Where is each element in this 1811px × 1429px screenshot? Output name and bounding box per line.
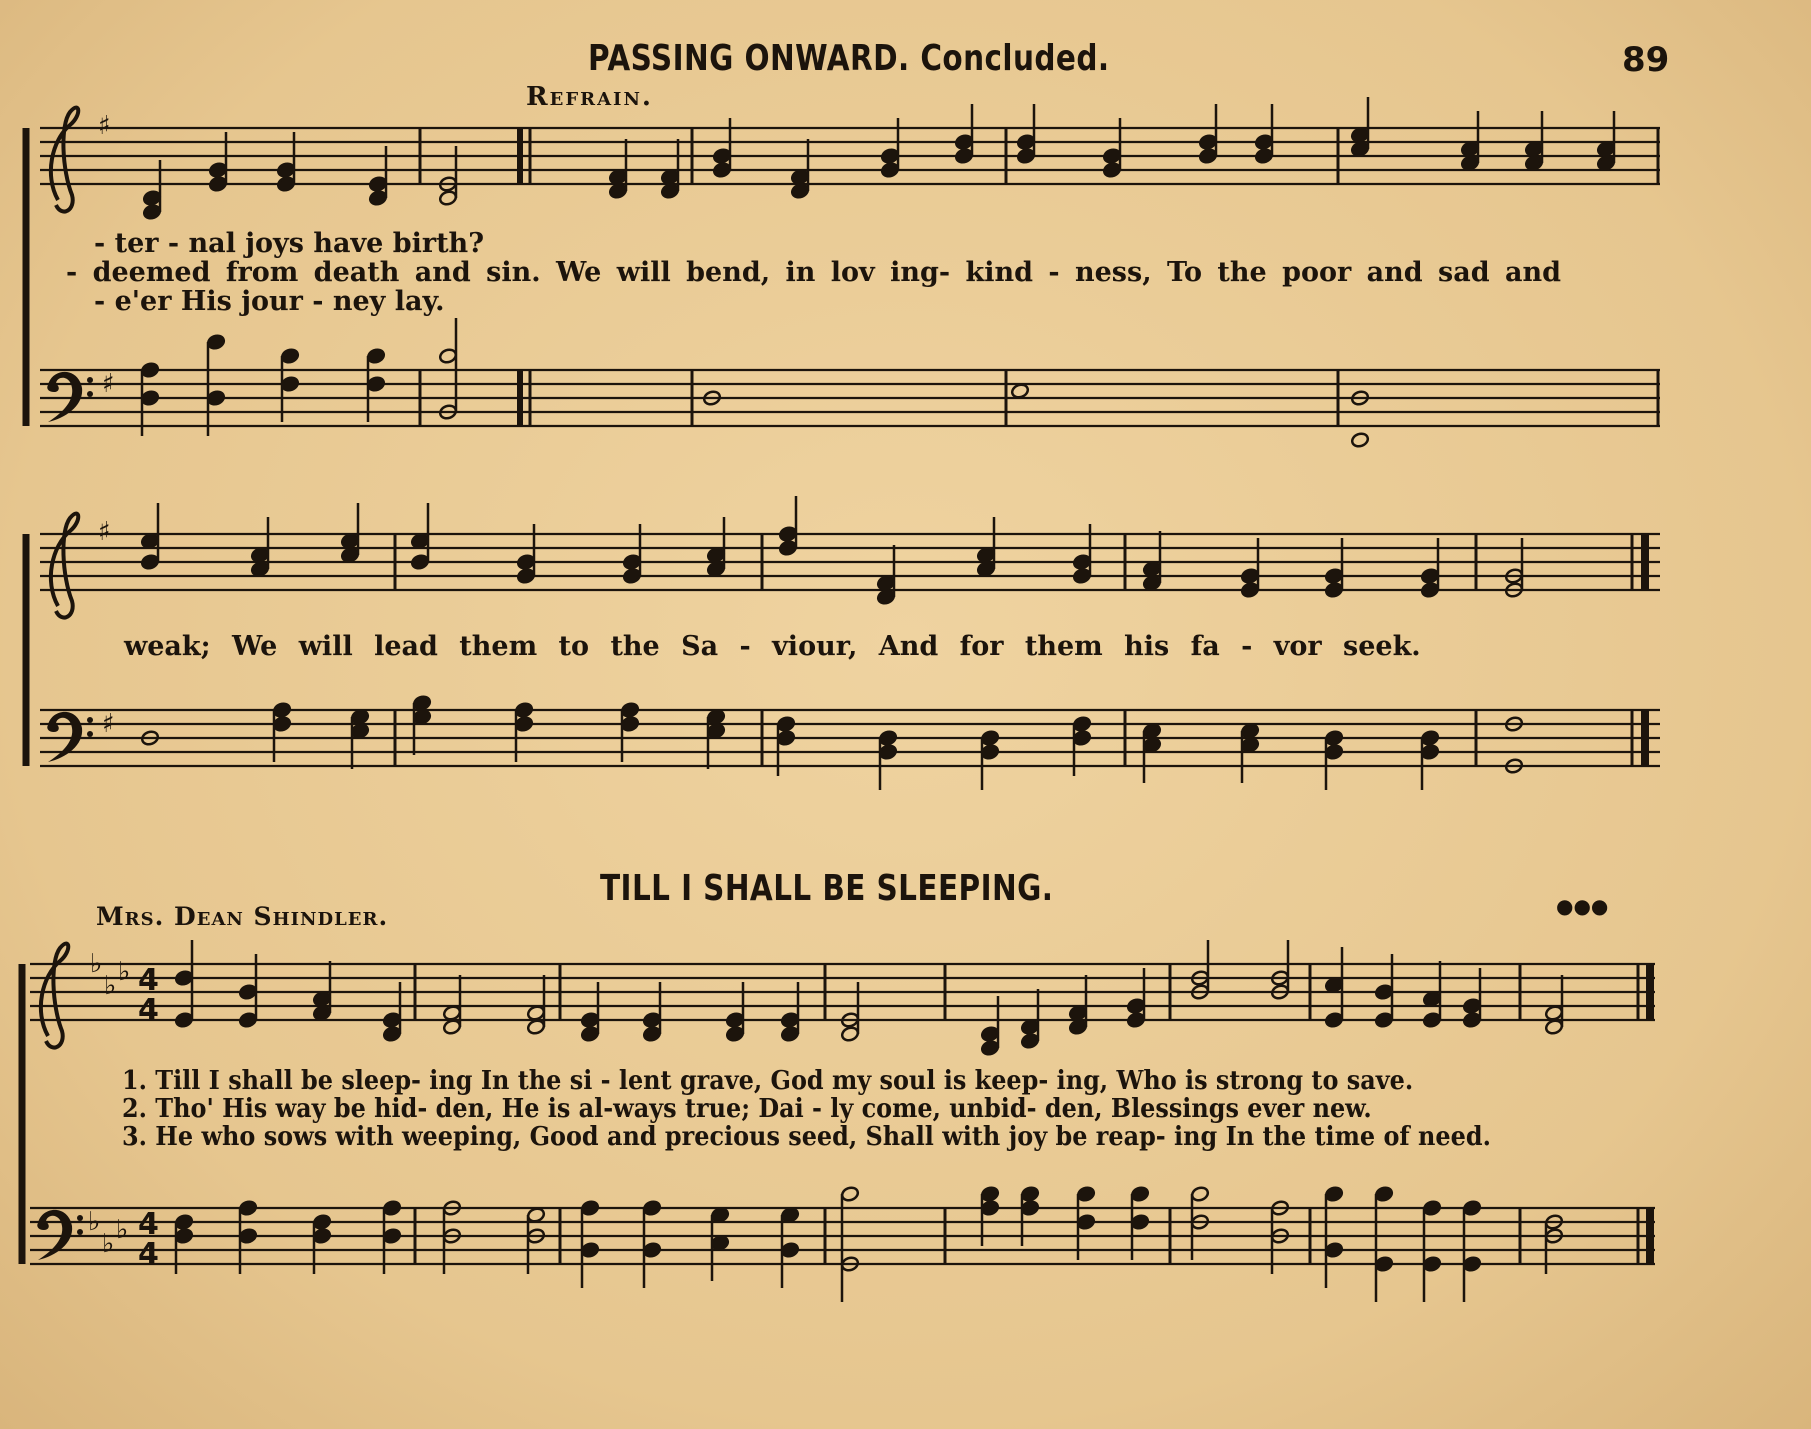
note-head (1198, 148, 1217, 165)
note-head (206, 390, 225, 407)
verse-1: 1. Till I shall be sleep- ing In the si - lent grave, God my soul is keep- ing, Who is strong to save. (122, 1066, 1414, 1096)
note-head (706, 561, 725, 578)
note-head (1324, 977, 1343, 994)
note-head (174, 970, 193, 987)
note-head (238, 984, 257, 1001)
note-head (340, 547, 359, 564)
note-head (140, 554, 159, 571)
note-head (206, 334, 225, 351)
system-brackets (22, 128, 26, 1264)
note-head (642, 1026, 661, 1043)
note-head (1324, 1186, 1343, 1203)
note-head (238, 1012, 257, 1029)
note-head (1324, 1012, 1343, 1029)
note-head (880, 148, 899, 165)
note-head (1142, 723, 1161, 740)
note-head (140, 390, 159, 407)
note-head (608, 169, 627, 186)
note-head (1072, 716, 1091, 733)
svg-text:4: 4 (138, 963, 159, 998)
bass-clef-icon (37, 372, 93, 1260)
note-head (1544, 1019, 1563, 1036)
note-head (1102, 162, 1121, 179)
note-head (1254, 148, 1273, 165)
note-head (312, 1005, 331, 1022)
note-head (580, 1026, 599, 1043)
note-head (208, 176, 227, 193)
svg-text:♭: ♭ (102, 1229, 115, 1259)
note-head (980, 744, 999, 761)
note-head (1422, 1012, 1441, 1029)
note-head (1324, 582, 1343, 599)
note-head (706, 709, 725, 726)
note-head (780, 1012, 799, 1029)
note-head (514, 716, 533, 733)
note-head (642, 1200, 661, 1217)
note-head (516, 554, 535, 571)
note-head (1016, 148, 1035, 165)
note-head (1462, 1200, 1481, 1217)
note-head (1350, 432, 1369, 449)
note-head (1020, 1019, 1039, 1036)
note-head (142, 190, 161, 207)
note-head (1420, 744, 1439, 761)
note-head (1460, 141, 1479, 158)
note-head (776, 716, 795, 733)
svg-text:♭: ♭ (118, 957, 131, 987)
note-head (1374, 1012, 1393, 1029)
note-head (1130, 1214, 1149, 1231)
note-head (1596, 155, 1615, 172)
note-head (1420, 730, 1439, 747)
note-head (1420, 582, 1439, 599)
note-head (1142, 561, 1161, 578)
note-head (350, 723, 369, 740)
svg-text:♯: ♯ (102, 369, 115, 399)
svg-text:♭: ♭ (88, 1207, 101, 1237)
note-head (790, 169, 809, 186)
ornament-dots: ●●● (1556, 894, 1609, 918)
note-head (1240, 723, 1259, 740)
hymn-title-till-i-shall-be-sleeping: TILL I SHALL BE SLEEPING. (600, 868, 1054, 909)
note-head (272, 702, 291, 719)
note-head (1072, 568, 1091, 585)
hymn-title-passing-onward: PASSING ONWARD. Concluded. (588, 38, 1110, 79)
note-head (382, 1200, 401, 1217)
svg-text:♯: ♯ (102, 709, 115, 739)
svg-text:♭: ♭ (116, 1215, 129, 1245)
verse-3: 3. He who sows with weeping, Good and precious seed, Shall with joy be reap- ing In the time of need. (122, 1122, 1491, 1152)
note-head (312, 1214, 331, 1231)
note-head (526, 1207, 545, 1224)
note-head (1072, 554, 1091, 571)
svg-text:4: 4 (138, 993, 159, 1028)
system3-treble-staff (30, 964, 1655, 1020)
note-head (1072, 730, 1091, 747)
note-head (368, 190, 387, 207)
note-head (1350, 141, 1369, 158)
note-head (412, 695, 431, 712)
note-head (280, 376, 299, 393)
note-head (1020, 1200, 1039, 1217)
page-number: 89 (1622, 40, 1670, 80)
note-head (1374, 984, 1393, 1001)
note-head (1190, 1186, 1209, 1203)
note-head (276, 162, 295, 179)
note-head (712, 148, 731, 165)
lyrics-line-3: - e'er His jour - ney lay. (94, 286, 445, 317)
note-head (526, 1005, 545, 1022)
note-head (412, 709, 431, 726)
note-head (1198, 134, 1217, 151)
note-head (660, 183, 679, 200)
note-head (1324, 568, 1343, 585)
note-head (1240, 737, 1259, 754)
note-head (1462, 1256, 1481, 1273)
note-head (1010, 383, 1029, 400)
note-head (1596, 141, 1615, 158)
note-head (954, 148, 973, 165)
note-head (1068, 1005, 1087, 1022)
note-head (620, 716, 639, 733)
note-head (250, 547, 269, 564)
note-head (382, 1012, 401, 1029)
note-head (368, 176, 387, 193)
note-head (1324, 744, 1343, 761)
note-head (1324, 730, 1343, 747)
note-head (1462, 1012, 1481, 1029)
note-head (1142, 737, 1161, 754)
note-head (438, 348, 457, 365)
note-head (876, 589, 895, 606)
note-head (580, 1242, 599, 1259)
note-head (410, 554, 429, 571)
note-head (710, 1207, 729, 1224)
note-head (140, 533, 159, 550)
note-head (876, 575, 895, 592)
note-head (780, 1207, 799, 1224)
note-head (1240, 568, 1259, 585)
note-head (954, 134, 973, 151)
note-head (980, 730, 999, 747)
note-head (1422, 1200, 1441, 1217)
note-head (1374, 1186, 1393, 1203)
note-head (710, 1235, 729, 1252)
note-head (516, 568, 535, 585)
note-head (1462, 998, 1481, 1015)
note-head (1076, 1214, 1095, 1231)
note-head (980, 1200, 999, 1217)
note-head (608, 183, 627, 200)
lyrics-line-2: - deemed from death and sin. We will bend, in lov ing- kind - ness, To the poor and sad and (66, 257, 1561, 288)
note-head (350, 709, 369, 726)
note-head (208, 162, 227, 179)
note-head (1544, 1005, 1563, 1022)
note-head (250, 561, 269, 578)
note-head (1126, 1012, 1145, 1029)
svg-text:4: 4 (138, 1207, 159, 1242)
note-head (142, 204, 161, 221)
note-head (382, 1026, 401, 1043)
note-head (790, 183, 809, 200)
note-head (976, 547, 995, 564)
note-head (438, 190, 457, 207)
note-head (780, 1026, 799, 1043)
note-head (1102, 148, 1121, 165)
system2-treble-staff (40, 534, 1660, 590)
note-head (580, 1200, 599, 1217)
note-head (976, 561, 995, 578)
note-head (780, 1242, 799, 1259)
note-head (725, 1012, 744, 1029)
note-head (1350, 127, 1369, 144)
note-head (840, 1186, 859, 1203)
note-head (442, 1005, 461, 1022)
note-head (580, 1012, 599, 1029)
note-head (174, 1214, 193, 1231)
note-head (840, 1026, 859, 1043)
note-head (340, 533, 359, 550)
lyrics-line-1: - ter - nal joys have birth? (94, 228, 485, 259)
svg-text:♭: ♭ (90, 949, 103, 979)
note-head (312, 1228, 331, 1245)
verse-2: 2. Tho' His way be hid- den, He is al-ways true; Dai - ly come, unbid- den, Blessings ever new. (122, 1094, 1372, 1124)
note-head (1076, 1186, 1095, 1203)
note-head (1422, 991, 1441, 1008)
note-head (778, 540, 797, 557)
note-head (1020, 1033, 1039, 1050)
note-head (272, 716, 291, 733)
note-head (238, 1228, 257, 1245)
svg-text:♯: ♯ (98, 517, 111, 547)
note-head (1016, 134, 1035, 151)
note-head (174, 1228, 193, 1245)
note-head (776, 730, 795, 747)
note-head (140, 362, 159, 379)
note-head (725, 1026, 744, 1043)
note-head (642, 1242, 661, 1259)
note-head (366, 376, 385, 393)
note-head (642, 1012, 661, 1029)
svg-text:♯: ♯ (98, 111, 111, 141)
refrain-label: Refrain. (526, 82, 653, 112)
note-head (622, 554, 641, 571)
note-head (410, 533, 429, 550)
svg-text:♭: ♭ (104, 971, 117, 1001)
note-head (1068, 1019, 1087, 1036)
note-head (276, 176, 295, 193)
note-head (1524, 155, 1543, 172)
note-head (778, 526, 797, 543)
note-head (712, 162, 731, 179)
note-head (442, 1019, 461, 1036)
note-head (526, 1019, 545, 1036)
note-head (1240, 582, 1259, 599)
treble-clef-icon (41, 108, 78, 1048)
note-head (1126, 998, 1145, 1015)
note-head (1374, 1256, 1393, 1273)
note-head (280, 348, 299, 365)
note-head (1460, 155, 1479, 172)
note-head (660, 169, 679, 186)
note-head (174, 1012, 193, 1029)
note-head (706, 723, 725, 740)
note-head (1420, 568, 1439, 585)
note-head (1130, 1186, 1149, 1203)
note-head (706, 547, 725, 564)
note-head (622, 568, 641, 585)
svg-text:4: 4 (138, 1237, 159, 1272)
note-head (980, 1026, 999, 1043)
note-head (382, 1228, 401, 1245)
note-head (1254, 134, 1273, 151)
note-head (514, 702, 533, 719)
note-head (880, 162, 899, 179)
note-head (878, 730, 897, 747)
note-head (980, 1040, 999, 1057)
hymn-author: Mrs. Dean Shindler. (96, 902, 389, 931)
lyrics-refrain-end: weak; We will lead them to the Sa - viour, And for them his fa - vor seek. (124, 631, 1421, 662)
note-head (980, 1186, 999, 1203)
note-head (1422, 1256, 1441, 1273)
note-head (366, 348, 385, 365)
note-head (238, 1200, 257, 1217)
note-head (620, 702, 639, 719)
note-head (1142, 575, 1161, 592)
note-head (312, 991, 331, 1008)
note-head (1524, 141, 1543, 158)
note-head (1020, 1186, 1039, 1203)
note-head (1324, 1242, 1343, 1259)
note-head (878, 744, 897, 761)
